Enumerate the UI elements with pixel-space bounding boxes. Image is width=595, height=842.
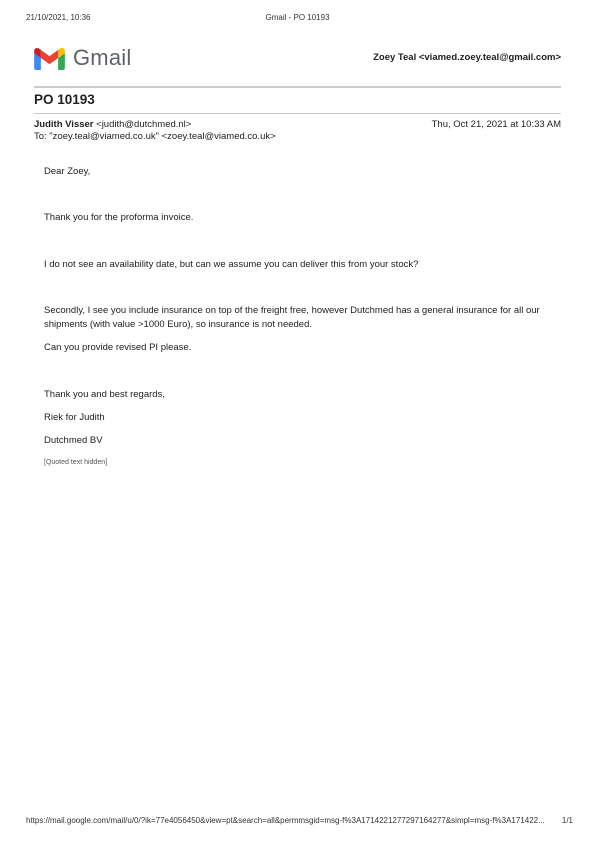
sender-email: <judith@dutchmed.nl> bbox=[96, 119, 192, 130]
message-date: Thu, Oct 21, 2021 at 10:33 AM bbox=[431, 119, 561, 130]
print-footer bbox=[26, 816, 573, 828]
quoted-text-toggle[interactable]: [Quoted text hidden] bbox=[44, 459, 108, 466]
email-subject: PO 10193 bbox=[34, 92, 95, 107]
recipient-line: To: "zoey.teal@viamed.co.uk" <zoey.teal@viamed.co.uk> bbox=[34, 131, 276, 142]
header-divider bbox=[34, 86, 561, 88]
body-paragraph: Dear Zoey, bbox=[44, 166, 91, 177]
sender-line bbox=[34, 119, 191, 130]
sender-name: Judith Visser bbox=[34, 119, 94, 130]
body-paragraph: Thank you and best regards, bbox=[44, 389, 165, 400]
print-datetime: 21/10/2021, 10:36 bbox=[26, 13, 91, 22]
print-page-title: Gmail - PO 10193 bbox=[265, 13, 330, 22]
gmail-logo-icon bbox=[34, 47, 65, 70]
gmail-brand[interactable] bbox=[34, 44, 131, 72]
body-paragraph: Secondly, I see you include insurance on top of the freight free, however Dutchmed has a general insurance for all our shipments (with value >1000 Euro), so insurance is not needed. bbox=[44, 305, 540, 330]
body-paragraph: Can you provide revised PI please. bbox=[44, 342, 192, 353]
body-paragraph: Riek for Judith bbox=[44, 412, 105, 423]
account-identity: Zoey Teal <viamed.zoey.teal@gmail.com> bbox=[373, 52, 561, 63]
print-header bbox=[26, 13, 569, 25]
print-url: https://mail.google.com/mail/u/0/?ik=77e4056450&view=pt&search=all&permmsgid=msg-f%3A1714221277297164277&simpl=msg-f%3A171422... bbox=[26, 816, 545, 825]
body-paragraph: I do not see an availability date, but can we assume you can deliver this from your stock? bbox=[44, 259, 419, 270]
subject-divider bbox=[34, 113, 561, 114]
page-number: 1/1 bbox=[561, 816, 573, 825]
gmail-wordmark: Gmail bbox=[73, 45, 132, 70]
body-paragraph: Dutchmed BV bbox=[44, 435, 103, 446]
body-paragraph: Thank you for the proforma invoice. bbox=[44, 212, 194, 223]
